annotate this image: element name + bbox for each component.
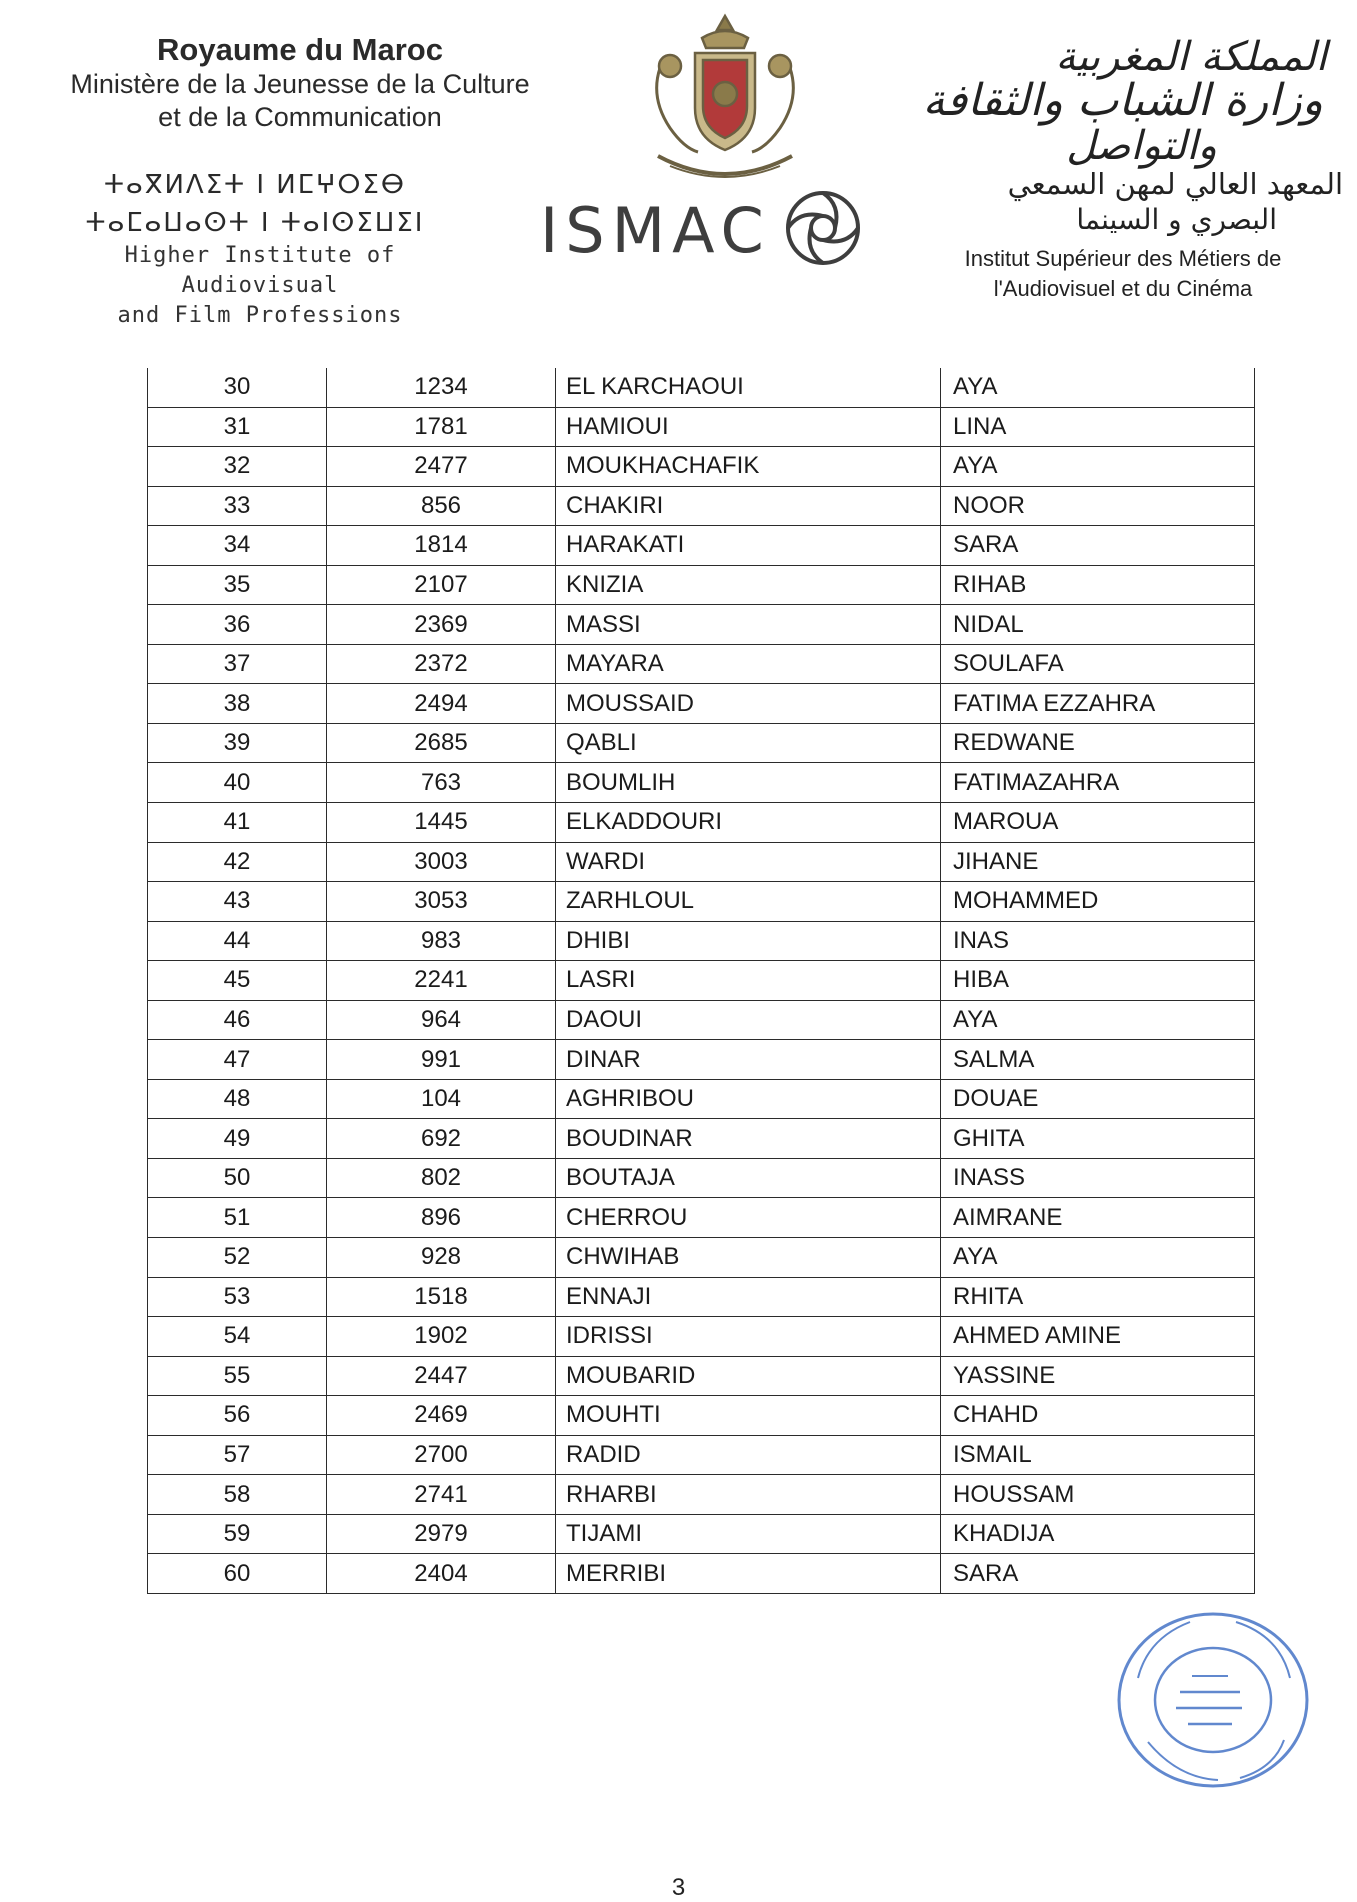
institute-name-en: [40, 241, 480, 331]
last-name-cell: AGHRIBOU: [556, 1079, 941, 1119]
ministry-header-ar: [867, 36, 1327, 168]
first-name-cell: REDWANE: [941, 723, 1255, 763]
first-name-cell: NIDAL: [941, 605, 1255, 645]
rank-cell: 31: [148, 407, 327, 447]
coat-of-arms-icon: [640, 8, 810, 189]
first-name-cell: LINA: [941, 407, 1255, 447]
candidate-number-cell: 3053: [327, 882, 556, 922]
last-name-cell: WARDI: [556, 842, 941, 882]
ministry-header-fr: [40, 32, 560, 134]
table-row: [148, 921, 1255, 961]
rank-cell: 39: [148, 723, 327, 763]
table-row: [148, 1475, 1255, 1515]
rank-cell: 47: [148, 1040, 327, 1080]
first-name-cell: CHAHD: [941, 1396, 1255, 1436]
first-name-cell: JIHANE: [941, 842, 1255, 882]
table-row: [148, 1277, 1255, 1317]
first-name-cell: RIHAB: [941, 565, 1255, 605]
table-row: [148, 1396, 1255, 1436]
rank-cell: 44: [148, 921, 327, 961]
last-name-cell: ELKADDOURI: [556, 803, 941, 843]
rank-cell: 45: [148, 961, 327, 1001]
rank-cell: 53: [148, 1277, 327, 1317]
last-name-cell: RHARBI: [556, 1475, 941, 1515]
candidate-number-cell: 2700: [327, 1435, 556, 1475]
first-name-cell: AYA: [941, 1000, 1255, 1040]
first-name-cell: AIMRANE: [941, 1198, 1255, 1238]
last-name-cell: MASSI: [556, 605, 941, 645]
first-name-cell: YASSINE: [941, 1356, 1255, 1396]
candidate-number-cell: 2241: [327, 961, 556, 1001]
last-name-cell: MOUSSAID: [556, 684, 941, 724]
institute-en-line1: Higher Institute of Audiovisual: [124, 243, 396, 298]
last-name-cell: DAOUI: [556, 1000, 941, 1040]
first-name-cell: GHITA: [941, 1119, 1255, 1159]
table-row: [148, 486, 1255, 526]
rank-cell: 37: [148, 644, 327, 684]
last-name-cell: MOUHTI: [556, 1396, 941, 1436]
first-name-cell: MAROUA: [941, 803, 1255, 843]
first-name-cell: AYA: [941, 1238, 1255, 1278]
table-row: [148, 1238, 1255, 1278]
rank-cell: 41: [148, 803, 327, 843]
first-name-cell: KHADIJA: [941, 1514, 1255, 1554]
first-name-cell: HIBA: [941, 961, 1255, 1001]
last-name-cell: BOUDINAR: [556, 1119, 941, 1159]
institute-name-fr: [903, 244, 1343, 304]
candidate-number-cell: 991: [327, 1040, 556, 1080]
candidate-number-cell: 1902: [327, 1317, 556, 1357]
candidate-number-cell: 1518: [327, 1277, 556, 1317]
table-row: [148, 1198, 1255, 1238]
candidate-number-cell: 2469: [327, 1396, 556, 1436]
first-name-cell: INAS: [941, 921, 1255, 961]
last-name-cell: IDRISSI: [556, 1317, 941, 1357]
rank-cell: 38: [148, 684, 327, 724]
ministry-name-line1: Ministère de la Jeunesse de la Culture: [70, 69, 530, 99]
candidate-number-cell: 802: [327, 1158, 556, 1198]
first-name-cell: SOULAFA: [941, 644, 1255, 684]
rank-cell: 40: [148, 763, 327, 803]
candidate-number-cell: 104: [327, 1079, 556, 1119]
first-name-cell: NOOR: [941, 486, 1255, 526]
last-name-cell: LASRI: [556, 961, 941, 1001]
rank-cell: 30: [148, 368, 327, 407]
table-row: [148, 684, 1255, 724]
table-row: [148, 882, 1255, 922]
rank-cell: 52: [148, 1238, 327, 1278]
last-name-cell: TIJAMI: [556, 1514, 941, 1554]
rank-cell: 51: [148, 1198, 327, 1238]
candidate-number-cell: 1814: [327, 526, 556, 566]
tifinagh-line2: ⵜⴰⵎⴰⵡⴰⵙⵜ ⵏ ⵜⴰⵏⵙⵉⵡⵉⵏ: [85, 208, 425, 238]
candidate-number-cell: 692: [327, 1119, 556, 1159]
candidate-number-cell: 896: [327, 1198, 556, 1238]
table-row: [148, 723, 1255, 763]
candidate-number-cell: 3003: [327, 842, 556, 882]
rank-cell: 34: [148, 526, 327, 566]
first-name-cell: RHITA: [941, 1277, 1255, 1317]
last-name-cell: BOUMLIH: [556, 763, 941, 803]
first-name-cell: ISMAIL: [941, 1435, 1255, 1475]
candidate-number-cell: 2447: [327, 1356, 556, 1396]
table-row: [148, 1040, 1255, 1080]
table-row: [148, 368, 1255, 407]
last-name-cell: DHIBI: [556, 921, 941, 961]
table-row: [148, 1356, 1255, 1396]
ministry-name-ar-line2: والتواصل: [1066, 123, 1217, 169]
table-row: [148, 1119, 1255, 1159]
table-row: [148, 447, 1255, 487]
ministry-name-ar-line1: وزارة الشباب والثقافة: [922, 75, 1323, 126]
last-name-cell: BOUTAJA: [556, 1158, 941, 1198]
first-name-cell: INASS: [941, 1158, 1255, 1198]
last-name-cell: HARAKATI: [556, 526, 941, 566]
kingdom-title-ar: المملكة المغربية: [1055, 34, 1327, 80]
last-name-cell: CHERROU: [556, 1198, 941, 1238]
candidate-number-cell: 1445: [327, 803, 556, 843]
table-row: [148, 763, 1255, 803]
last-name-cell: RADID: [556, 1435, 941, 1475]
table-row: [148, 407, 1255, 447]
candidate-number-cell: 2107: [327, 565, 556, 605]
first-name-cell: SARA: [941, 526, 1255, 566]
first-name-cell: MOHAMMED: [941, 882, 1255, 922]
last-name-cell: EL KARCHAOUI: [556, 368, 941, 407]
candidate-number-cell: 2685: [327, 723, 556, 763]
candidate-number-cell: 2494: [327, 684, 556, 724]
last-name-cell: MERRIBI: [556, 1554, 941, 1594]
last-name-cell: DINAR: [556, 1040, 941, 1080]
table-row: [148, 526, 1255, 566]
rank-cell: 57: [148, 1435, 327, 1475]
official-stamp: [1108, 1600, 1318, 1805]
last-name-cell: KNIZIA: [556, 565, 941, 605]
last-name-cell: QABLI: [556, 723, 941, 763]
kingdom-title: Royaume du Maroc: [157, 32, 443, 67]
first-name-cell: SARA: [941, 1554, 1255, 1594]
table-row: [148, 1317, 1255, 1357]
last-name-cell: HAMIOUI: [556, 407, 941, 447]
table-row: [148, 644, 1255, 684]
rank-cell: 43: [148, 882, 327, 922]
table-row: [148, 1514, 1255, 1554]
rank-cell: 54: [148, 1317, 327, 1357]
candidate-table: [147, 368, 1255, 1594]
rank-cell: 56: [148, 1396, 327, 1436]
table-row: [148, 1158, 1255, 1198]
rank-cell: 48: [148, 1079, 327, 1119]
candidate-number-cell: 763: [327, 763, 556, 803]
rank-cell: 36: [148, 605, 327, 645]
rank-cell: 42: [148, 842, 327, 882]
rank-cell: 33: [148, 486, 327, 526]
table-row: [148, 1435, 1255, 1475]
first-name-cell: AYA: [941, 368, 1255, 407]
tifinagh-line1: ⵜⴰⴳⵍⴷⵉⵜ ⵏ ⵍⵎⵖⵔⵉⴱ: [103, 170, 407, 200]
table-row: [148, 961, 1255, 1001]
last-name-cell: MOUBARID: [556, 1356, 941, 1396]
rank-cell: 49: [148, 1119, 327, 1159]
first-name-cell: AHMED AMINE: [941, 1317, 1255, 1357]
table-row: [148, 1079, 1255, 1119]
table-row: [148, 1554, 1255, 1594]
candidate-number-cell: 2477: [327, 447, 556, 487]
institute-name-ar-line1: المعهد العالي لمهن السمعي: [1007, 167, 1343, 201]
institute-en-line2: and Film Professions: [117, 303, 403, 328]
first-name-cell: FATIMAZAHRA: [941, 763, 1255, 803]
last-name-cell: CHWIHAB: [556, 1238, 941, 1278]
rank-cell: 58: [148, 1475, 327, 1515]
last-name-cell: ZARHLOUL: [556, 882, 941, 922]
candidate-number-cell: 1781: [327, 407, 556, 447]
rank-cell: 46: [148, 1000, 327, 1040]
candidate-number-cell: 2369: [327, 605, 556, 645]
ismac-wordmark: ISMAC: [540, 193, 771, 267]
ismac-logo: [540, 190, 863, 270]
candidate-number-cell: 856: [327, 486, 556, 526]
rank-cell: 35: [148, 565, 327, 605]
ministry-name-line2: et de la Communication: [158, 102, 442, 132]
candidate-number-cell: 964: [327, 1000, 556, 1040]
candidate-number-cell: 2372: [327, 644, 556, 684]
rank-cell: 50: [148, 1158, 327, 1198]
first-name-cell: HOUSSAM: [941, 1475, 1255, 1515]
table-row: [148, 1000, 1255, 1040]
table-row: [148, 565, 1255, 605]
candidate-number-cell: 2404: [327, 1554, 556, 1594]
last-name-cell: CHAKIRI: [556, 486, 941, 526]
candidate-number-cell: 928: [327, 1238, 556, 1278]
candidate-number-cell: 983: [327, 921, 556, 961]
table-row: [148, 605, 1255, 645]
institute-fr-line1: Institut Supérieur des Métiers de: [964, 246, 1282, 271]
first-name-cell: SALMA: [941, 1040, 1255, 1080]
candidate-number-cell: 2979: [327, 1514, 556, 1554]
tifinagh-header: [55, 166, 455, 242]
rank-cell: 59: [148, 1514, 327, 1554]
last-name-cell: ENNAJI: [556, 1277, 941, 1317]
institute-name-ar-line2: البصري و السينما: [1076, 203, 1277, 236]
rank-cell: 55: [148, 1356, 327, 1396]
rank-cell: 60: [148, 1554, 327, 1594]
candidate-number-cell: 1234: [327, 368, 556, 407]
page-number: 3: [671, 1874, 686, 1901]
rank-cell: 32: [148, 447, 327, 487]
candidate-table-body: [148, 368, 1255, 1593]
first-name-cell: AYA: [941, 447, 1255, 487]
table-row: [148, 803, 1255, 843]
candidate-number-cell: 2741: [327, 1475, 556, 1515]
first-name-cell: DOUAE: [941, 1079, 1255, 1119]
institute-fr-line2: l'Audiovisuel et du Cinéma: [993, 276, 1253, 301]
first-name-cell: FATIMA EZZAHRA: [941, 684, 1255, 724]
aperture-icon: [783, 188, 863, 273]
last-name-cell: MAYARA: [556, 644, 941, 684]
last-name-cell: MOUKHACHAFIK: [556, 447, 941, 487]
table-row: [148, 842, 1255, 882]
